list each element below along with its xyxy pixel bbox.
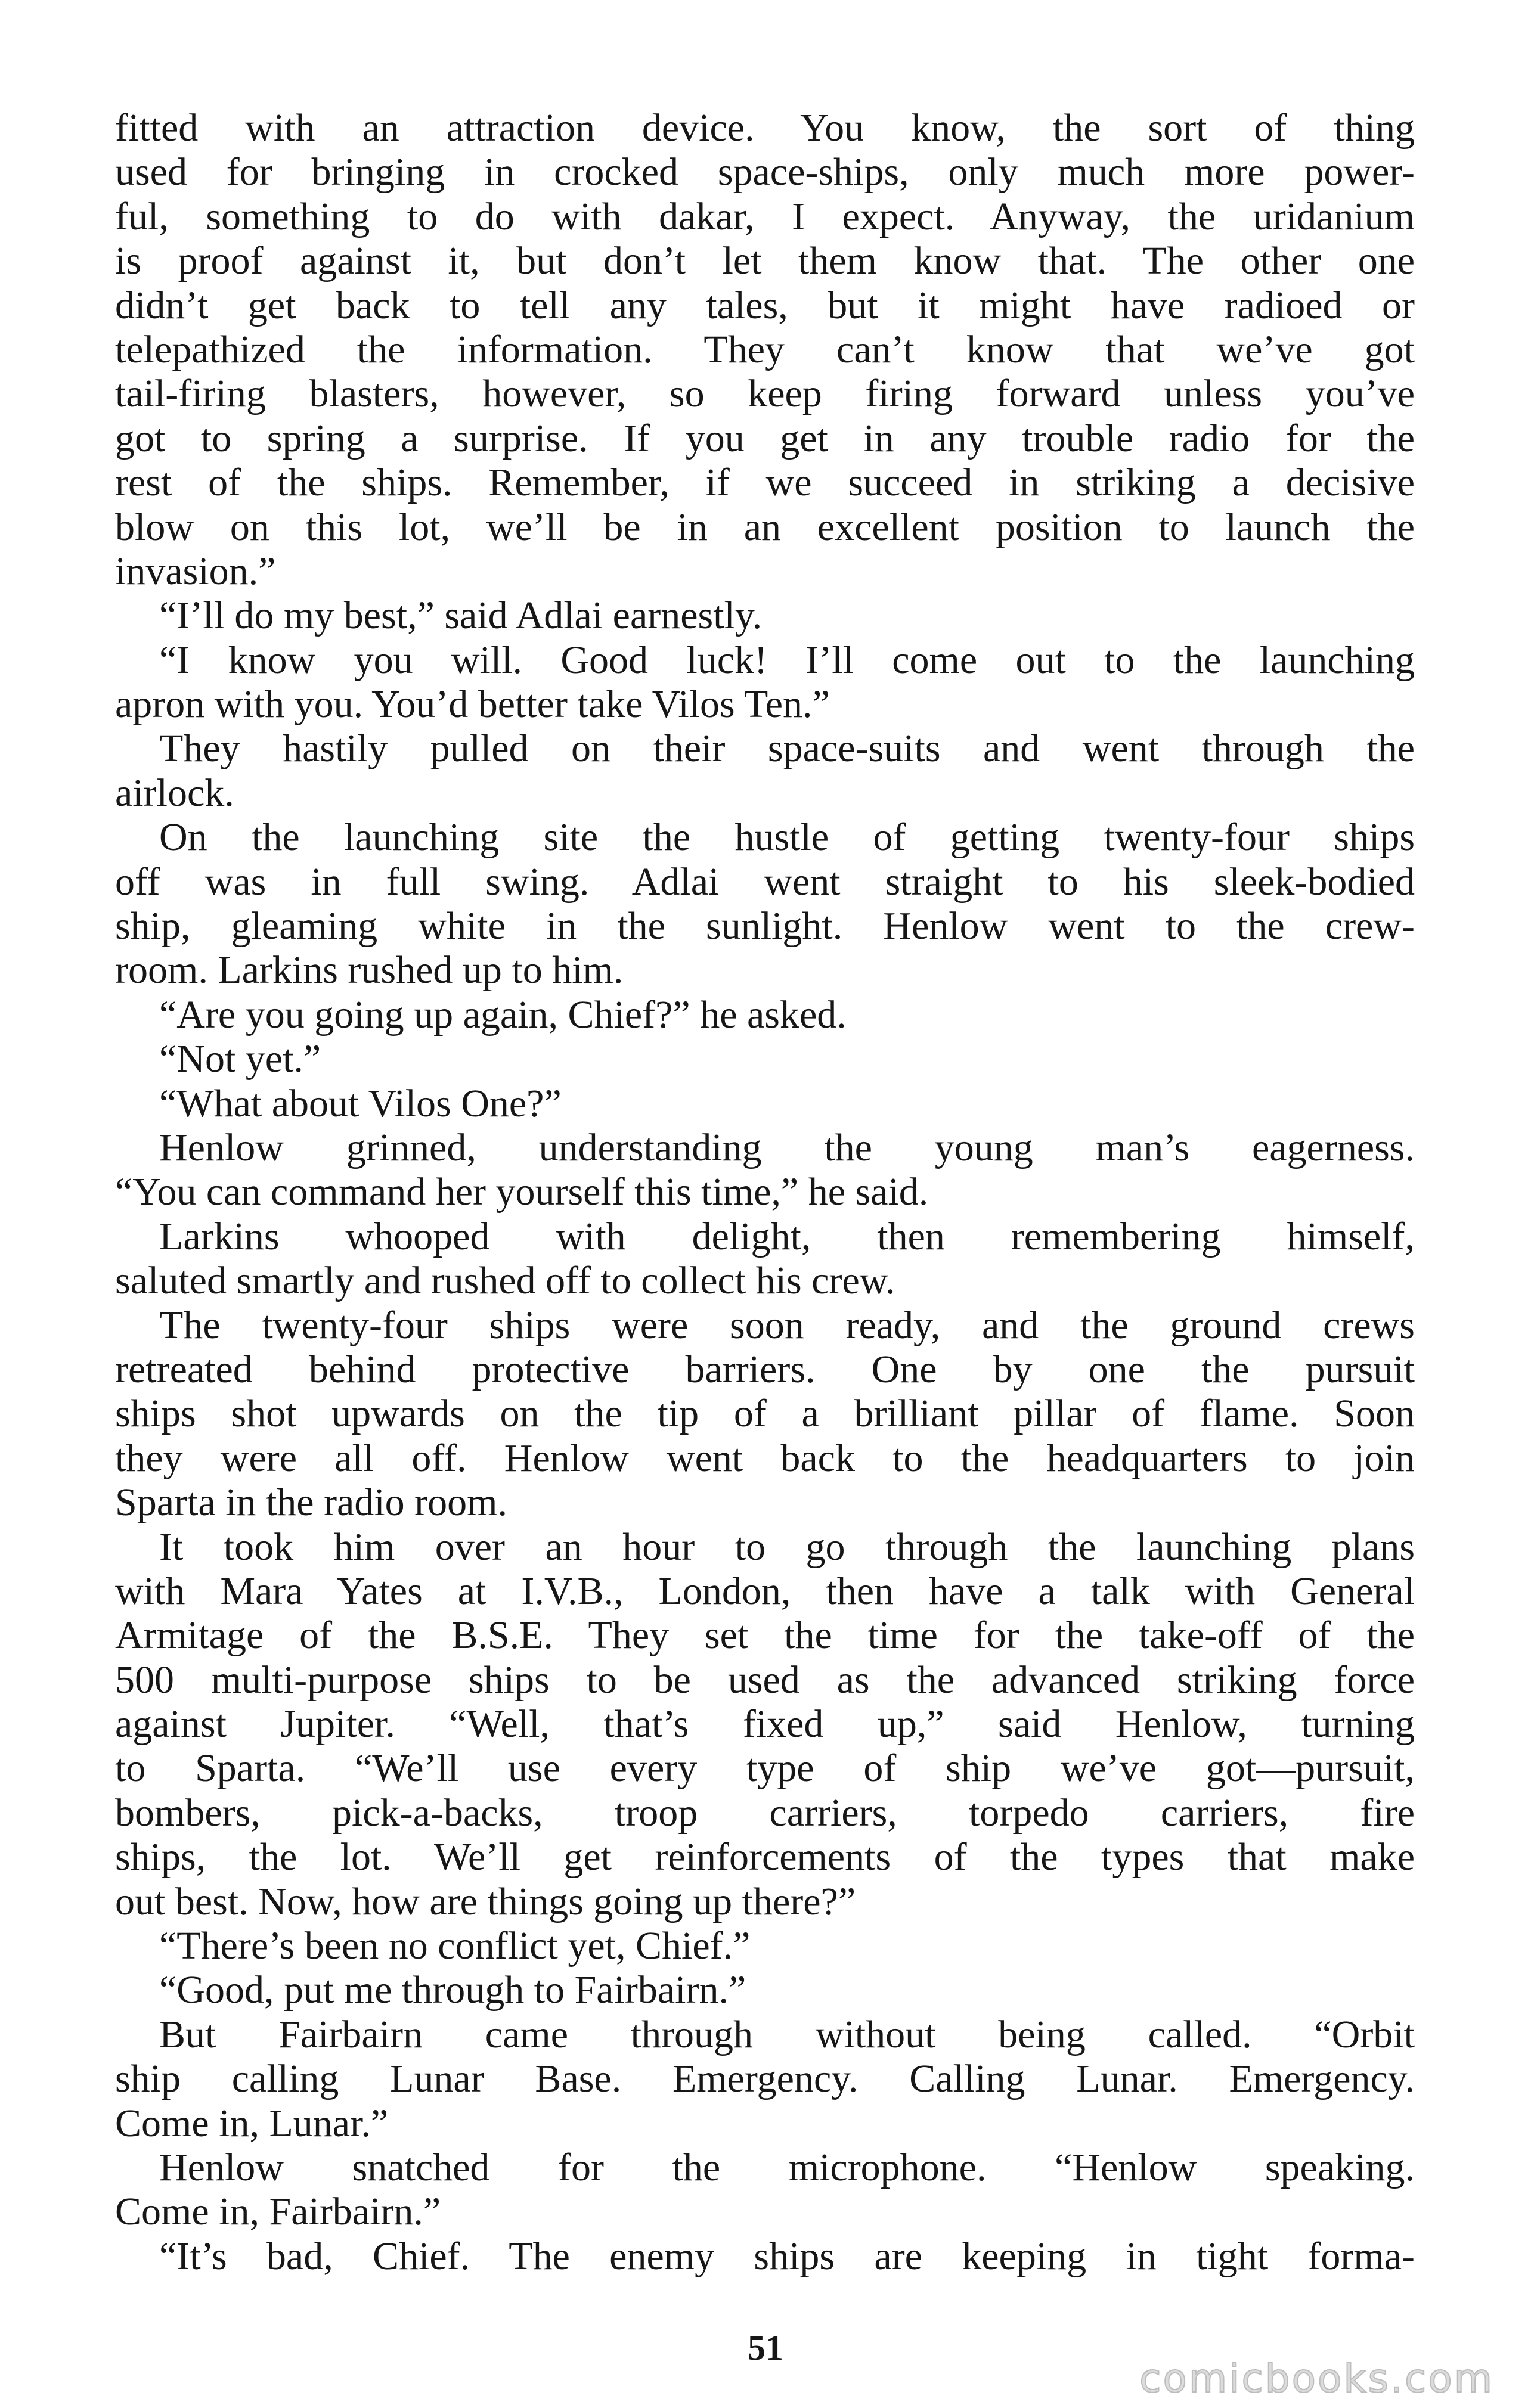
text-line: didn’t get back to tell any tales, but it might have radioed or [115, 283, 1415, 327]
text-line: Henlow snatched for the microphone. “Henlow speaking. [159, 2145, 1415, 2189]
text-line: “You can command her yourself this time,” he said. [115, 1170, 929, 1214]
text-line: rest of the ships. Remember, if we succeed in striking a decisive [115, 461, 1415, 505]
text-line: “Not yet.” [159, 1037, 321, 1081]
text-line: But Fairbairn came through without being called. “Orbit [159, 2012, 1415, 2056]
text-line: airlock. [115, 771, 234, 815]
text-line: blow on this lot, we’ll be in an excellent position to launch the [115, 505, 1415, 549]
text-line: The twenty-four ships were soon ready, and the ground crews [159, 1303, 1415, 1347]
text-line: fitted with an attraction device. You know, the sort of thing [115, 106, 1415, 150]
text-line: Come in, Fairbairn.” [115, 2190, 441, 2234]
text-line: to Sparta. “We’ll use every type of ship we’ve got—pursuit, [115, 1746, 1415, 1791]
text-line: “It’s bad, Chief. The enemy ships are keeping in tight forma- [159, 2234, 1415, 2278]
text-line: Larkins whooped with delight, then remembering himself, [159, 1214, 1415, 1258]
text-line: “I know you will. Good luck! I’ll come out to the launching [159, 638, 1415, 682]
text-line: “Good, put me through to Fairbairn.” [159, 1968, 746, 2012]
text-line: 500 multi-purpose ships to be used as the advanced striking force [115, 1658, 1415, 1702]
text-line: “Are you going up again, Chief?” he asked. [159, 992, 847, 1037]
text-line: ships, the lot. We’ll get reinforcements of the types that make [115, 1835, 1415, 1879]
text-line: “There’s been no conflict yet, Chief.” [159, 1924, 751, 1968]
text-line: out best. Now, how are things going up there?” [115, 1879, 856, 1923]
watermark: comicbooks.com [1139, 2356, 1494, 2401]
text-line: invasion.” [115, 549, 276, 593]
text-line: They hastily pulled on their space-suits and went through the [159, 727, 1415, 771]
text-line: saluted smartly and rushed off to collect his crew. [115, 1259, 895, 1303]
text-line: tail-firing blasters, however, so keep firing forward unless you’ve [115, 372, 1415, 416]
text-line: ship calling Lunar Base. Emergency. Calling Lunar. Emergency. [115, 2057, 1415, 2101]
text-line: “What about Vilos One?” [159, 1081, 562, 1125]
text-line: room. Larkins rushed up to him. [115, 948, 624, 992]
text-line: telepathized the information. They can’t know that we’ve got [115, 327, 1415, 371]
body-text [115, 106, 1415, 2279]
text-line: is proof against it, but don’t let them know that. The other one [115, 239, 1415, 283]
text-line: Henlow grinned, understanding the young man’s eagerness. [159, 1125, 1415, 1169]
text-line: ships shot upwards on the tip of a brilliant pillar of flame. Soon [115, 1392, 1415, 1436]
text-line: ful, something to do with dakar, I expect. Anyway, the uridanium [115, 194, 1415, 238]
text-line: Armitage of the B.S.E. They set the time for the take-off of the [115, 1613, 1415, 1658]
text-line: used for bringing in crocked space-ships, only much more power- [115, 150, 1415, 194]
text-line: got to spring a surprise. If you get in any trouble radio for the [115, 416, 1415, 460]
text-line: On the launching site the hustle of getting twenty-four ships [159, 815, 1415, 859]
page-number: 51 [748, 2328, 783, 2367]
text-line: they were all off. Henlow went back to the headquarters to join [115, 1436, 1415, 1480]
text-line: Sparta in the radio room. [115, 1481, 508, 1525]
text-line: “I’ll do my best,” said Adlai earnestly. [159, 594, 763, 638]
text-line: Come in, Lunar.” [115, 2101, 389, 2145]
text-line: against Jupiter. “Well, that’s fixed up,” said Henlow, turning [115, 1702, 1415, 1746]
text-line: off was in full swing. Adlai went straight to his sleek-bodied [115, 859, 1415, 904]
text-line: apron with you. You’d better take Vilos Ten.” [115, 682, 830, 727]
text-line: retreated behind protective barriers. One by one the pursuit [115, 1347, 1415, 1391]
text-line: ship, gleaming white in the sunlight. Henlow went to the crew- [115, 904, 1415, 948]
text-line: with Mara Yates at I.V.B., London, then have a talk with General [115, 1569, 1415, 1613]
text-line: bombers, pick-a-backs, troop carriers, torpedo carriers, fire [115, 1791, 1415, 1835]
text-line: It took him over an hour to go through the launching plans [159, 1525, 1415, 1569]
